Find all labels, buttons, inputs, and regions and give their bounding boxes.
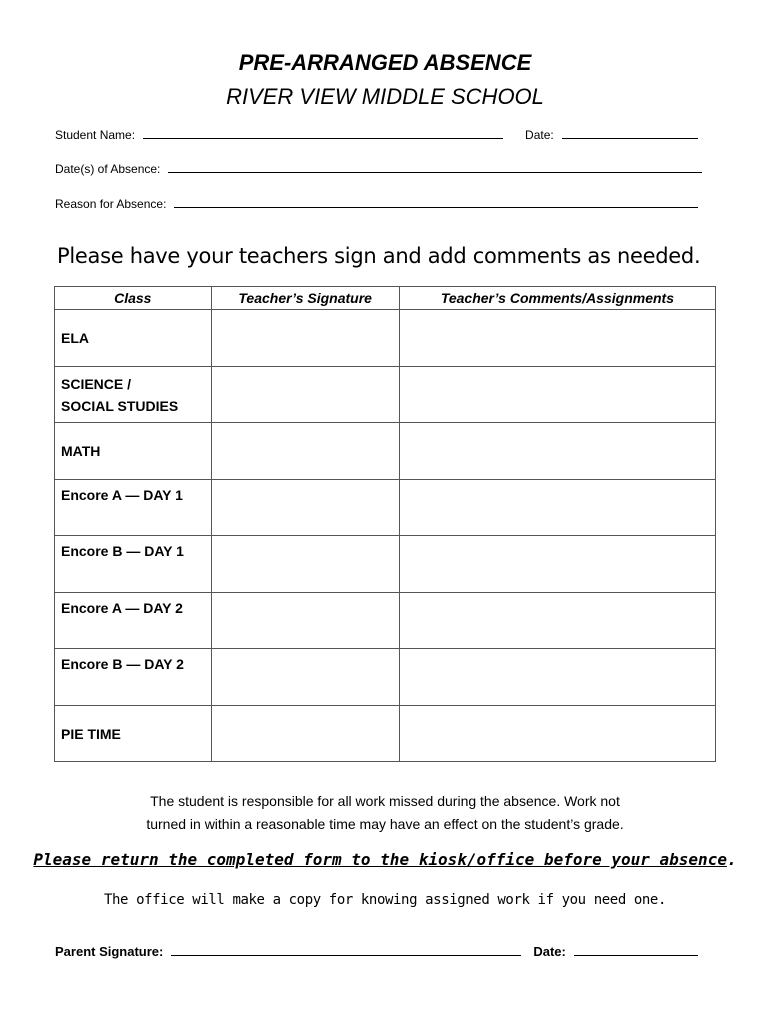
reason-field[interactable] <box>174 206 698 208</box>
class-cell <box>55 480 212 536</box>
signature-cell[interactable] <box>211 423 399 480</box>
comments-cell[interactable] <box>399 310 715 367</box>
table-row <box>55 536 716 593</box>
class-label: Encore A — DAY 1 <box>61 487 183 503</box>
class-cell <box>55 310 212 367</box>
student-name-label: Student Name: <box>55 128 136 142</box>
parent-date-label: Date: <box>533 944 566 959</box>
date-label: Date: <box>525 128 554 142</box>
class-label: Encore B — DAY 2 <box>61 656 184 672</box>
comments-cell[interactable] <box>399 593 715 649</box>
signature-cell[interactable] <box>211 310 399 367</box>
reason-label: Reason for Absence: <box>55 197 167 211</box>
table-row <box>55 310 716 367</box>
header-signature: Teacher’s Signature <box>211 287 399 310</box>
return-period: . <box>726 850 737 869</box>
comments-cell[interactable] <box>399 706 715 762</box>
header-comments: Teacher’s Comments/Assignments <box>399 287 715 310</box>
table-header-row <box>55 287 716 310</box>
class-cell <box>55 649 212 706</box>
table-row <box>55 423 716 480</box>
table-row <box>55 706 716 762</box>
comments-cell[interactable] <box>399 649 715 706</box>
note-line-2: turned in within a reasonable time may have an effect on the student’s grade. <box>146 816 624 832</box>
class-cell <box>55 706 212 762</box>
class-cell <box>55 423 212 480</box>
signature-cell[interactable] <box>211 706 399 762</box>
table-row <box>55 367 716 423</box>
copy-note: The office will make a copy for knowing assigned work if you need one. <box>103 892 666 908</box>
student-name-row <box>55 128 698 142</box>
signature-cell[interactable] <box>211 480 399 536</box>
class-cell <box>55 536 212 593</box>
teacher-instruction: Please have your teachers sign and add comments as needed. <box>57 244 701 268</box>
class-cell <box>55 593 212 649</box>
reason-row <box>55 197 698 211</box>
dates-of-absence-label: Date(s) of Absence: <box>55 162 161 176</box>
class-label: Encore A — DAY 2 <box>61 600 183 616</box>
dates-of-absence-field[interactable] <box>168 171 702 173</box>
parent-signature-row <box>55 944 698 959</box>
comments-cell[interactable] <box>399 367 715 423</box>
table-row <box>55 480 716 536</box>
note-line-1: The student is responsible for all work missed during the absence. Work not <box>150 793 620 809</box>
signature-cell[interactable] <box>211 593 399 649</box>
return-instruction <box>0 850 770 869</box>
signature-cell[interactable] <box>211 536 399 593</box>
class-label: ELA <box>61 330 89 346</box>
school-name: RIVER VIEW MIDDLE SCHOOL <box>226 84 544 109</box>
parent-signature-label: Parent Signature: <box>55 944 164 959</box>
parent-date-field[interactable] <box>574 954 698 956</box>
class-label: MATH <box>61 443 101 459</box>
comments-cell[interactable] <box>399 423 715 480</box>
return-text: Please return the completed form to the kiosk/office before your absence <box>33 850 727 869</box>
class-label: Encore B — DAY 1 <box>61 543 184 559</box>
class-label: PIE TIME <box>61 725 121 742</box>
parent-signature-field[interactable] <box>171 954 521 956</box>
responsibility-note <box>0 790 770 836</box>
teacher-sign-table <box>54 286 716 762</box>
table-row <box>55 593 716 649</box>
header-class: Class <box>55 287 212 310</box>
dates-of-absence-row <box>55 162 702 176</box>
comments-cell[interactable] <box>399 480 715 536</box>
table-row <box>55 649 716 706</box>
class-cell <box>55 367 212 423</box>
class-label: SCIENCE / <box>61 375 132 392</box>
form-title: PRE-ARRANGED ABSENCE <box>238 50 532 75</box>
date-field[interactable] <box>562 137 698 139</box>
signature-cell[interactable] <box>211 367 399 423</box>
class-label-line2: SOCIAL STUDIES <box>61 397 179 414</box>
student-name-field[interactable] <box>143 137 503 139</box>
comments-cell[interactable] <box>399 536 715 593</box>
signature-cell[interactable] <box>211 649 399 706</box>
